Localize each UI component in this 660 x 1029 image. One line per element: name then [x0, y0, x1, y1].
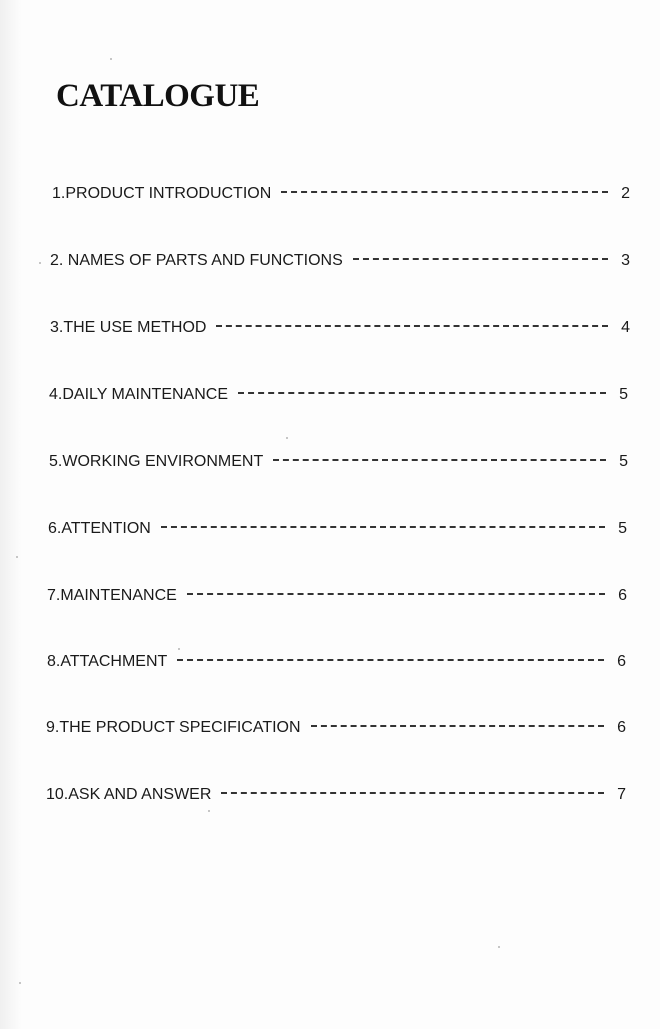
toc-dotted-leader	[281, 191, 608, 193]
paper-speck	[286, 437, 288, 439]
toc-dotted-leader	[177, 659, 604, 661]
toc-dotted-leader	[216, 325, 608, 327]
toc-entry-page-number: 4	[621, 319, 630, 336]
toc-entry	[47, 653, 626, 671]
toc-entry	[50, 319, 630, 337]
paper-speck	[178, 648, 180, 650]
toc-entry-page-number: 5	[619, 386, 628, 403]
toc-entry-page-number: 5	[619, 453, 628, 470]
paper-speck	[110, 58, 112, 60]
toc-entry-label: 1.PRODUCT INTRODUCTION	[52, 185, 272, 202]
toc-dotted-leader	[273, 459, 606, 461]
toc-dotted-leader	[161, 526, 605, 528]
toc-entry-label: 6.ATTENTION	[48, 520, 151, 537]
toc-entry-page-number: 6	[617, 719, 626, 736]
toc-entry-label: 2. NAMES OF PARTS AND FUNCTIONS	[50, 252, 343, 269]
toc-entry-page-number: 6	[618, 587, 627, 604]
toc-dotted-leader	[311, 725, 604, 727]
paper-speck	[19, 982, 21, 984]
toc-entry-label: 10.ASK AND ANSWER	[46, 786, 212, 803]
toc-entry	[47, 587, 627, 605]
toc-entry	[46, 786, 626, 804]
toc-entry-page-number: 7	[617, 786, 626, 803]
toc-entry	[48, 520, 627, 538]
toc-dotted-leader	[238, 392, 606, 394]
paper-speck	[498, 946, 500, 948]
page-title: CATALOGUE	[56, 78, 260, 114]
toc-dotted-leader	[221, 792, 604, 794]
toc-entry	[49, 386, 628, 404]
toc-dotted-leader	[353, 258, 608, 260]
paper-speck	[208, 810, 210, 812]
toc-entry-page-number: 5	[618, 520, 627, 537]
toc-entry-label: 3.THE USE METHOD	[50, 319, 207, 336]
toc-entry	[46, 719, 626, 737]
toc-entry	[52, 185, 630, 203]
toc-entry-label: 4.DAILY MAINTENANCE	[49, 386, 229, 403]
toc-entry-page-number: 3	[621, 252, 630, 269]
toc-entry	[49, 453, 628, 471]
paper-speck	[16, 556, 18, 558]
paper-speck	[39, 262, 41, 264]
toc-entry-page-number: 2	[621, 185, 630, 202]
toc-dotted-leader	[187, 593, 605, 595]
toc-entry-label: 8.ATTACHMENT	[47, 653, 168, 670]
toc-entry	[50, 252, 630, 270]
toc-entry-label: 5.WORKING ENVIRONMENT	[49, 453, 264, 470]
toc-entry-label: 7.MAINTENANCE	[47, 587, 177, 604]
toc-entry-page-number: 6	[617, 653, 626, 670]
toc-entry-label: 9.THE PRODUCT SPECIFICATION	[46, 719, 301, 736]
